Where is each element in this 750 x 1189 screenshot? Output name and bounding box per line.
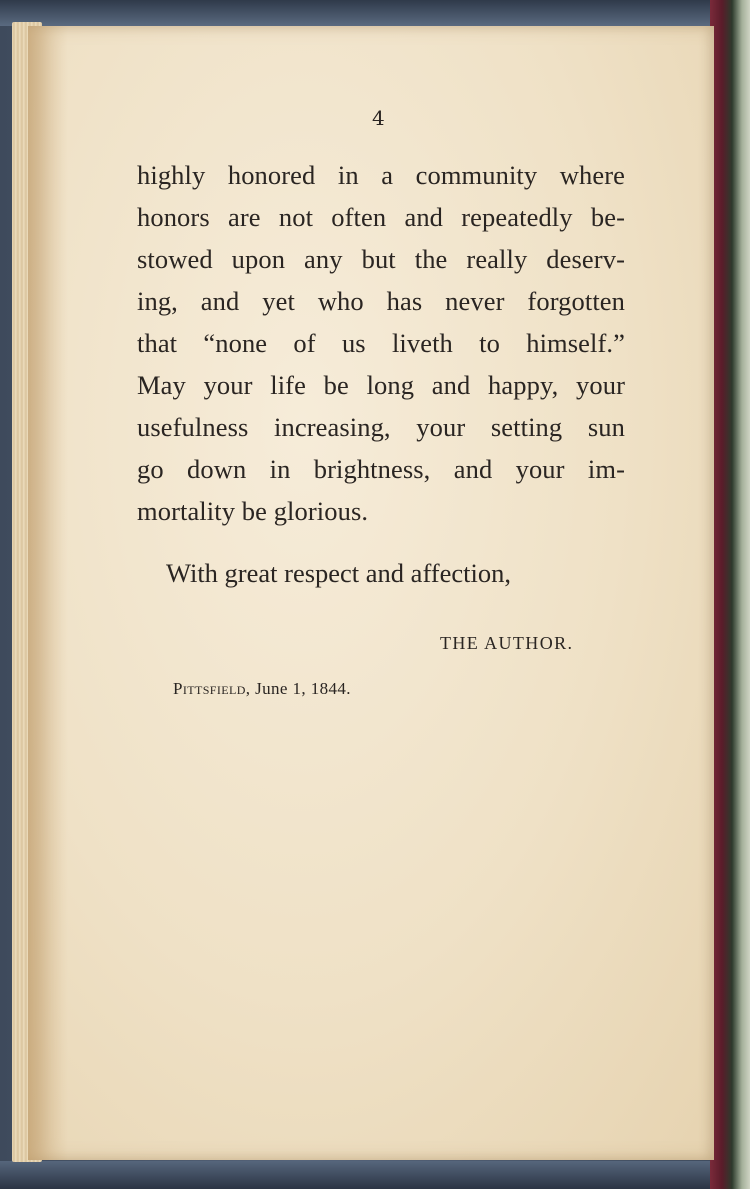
place-name: Pittsfield, — [173, 679, 251, 698]
cover-top-edge — [0, 0, 750, 26]
body-line: ing, and yet who has never forgotten — [137, 286, 625, 316]
body-line: highly honored in a community where — [137, 160, 625, 190]
date: June 1, 1844. — [250, 679, 351, 698]
body-line: mortality be glorious. — [137, 496, 369, 526]
closing-salutation: With great respect and affection, — [166, 558, 511, 588]
cover-bottom-edge — [0, 1161, 750, 1189]
body-line: go down in brightness, and your im- — [137, 454, 625, 484]
body-line: usefulness increasing, your setting sun — [137, 412, 625, 442]
cover-spine-edge — [710, 0, 750, 1189]
body-line: May your life be long and happy, your — [137, 370, 625, 400]
body-line: honors are not often and repeatedly be- — [137, 202, 625, 232]
place-and-date — [173, 679, 351, 699]
body-line: that “none of us liveth to himself.” — [137, 328, 625, 358]
body-line: stowed upon any but the really deserv- — [137, 244, 625, 274]
page-number: 4 — [372, 106, 385, 130]
body-paragraph — [137, 154, 625, 532]
page-gutter-shadow — [28, 26, 68, 1160]
author-signature: THE AUTHOR. — [440, 633, 574, 653]
